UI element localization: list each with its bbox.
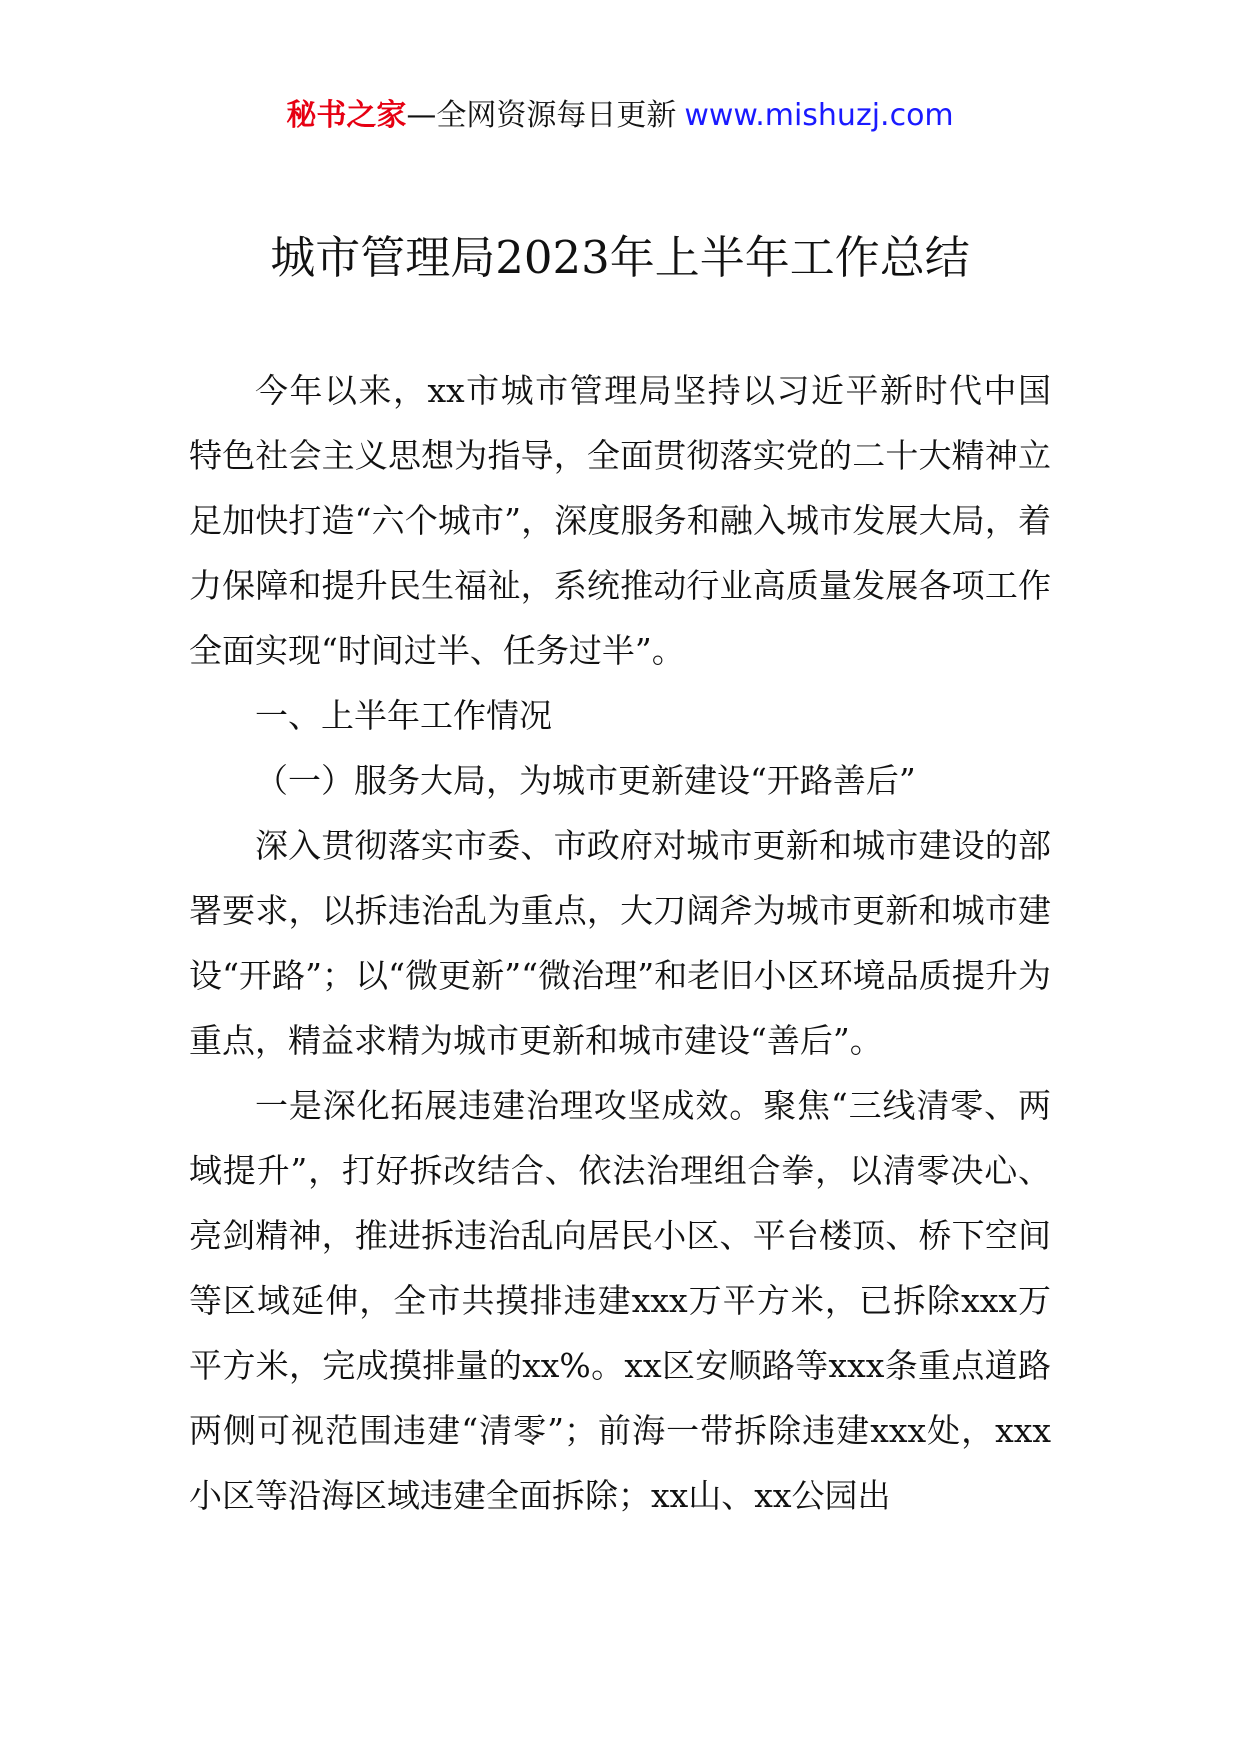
subsection-heading: （一）服务大局，为城市更新建设“开路善后” [255, 761, 916, 800]
brand-name: 秘书之家 [286, 98, 407, 133]
body-paragraph: 深入贯彻落实市委、市政府对城市更新和城市建设的部署要求，以拆违治乱为重点，大刀阔斧为城市更新和城市建设“开路”；以“微更新”“微治理”和老旧小区环境品质提升为重点，精益求精为城市更新和城市建设“善后”。 [189, 826, 1051, 1060]
body-paragraph: 一是深化拓展违建治理攻坚成效。聚焦“三线清零、两域提升”，打好拆改结合、依法治理组合拳，以清零决心、亮剑精神，推进拆违治乱向居民小区、平台楼顶、桥下空间等区域延伸，全市共摸排违建xxx万平方米，已拆除xxx万平方米，完成摸排量的xx%。xx区安顺路等xxx条重点道路两侧可视范围违建“清零”；前海一带拆除违建xxx处，xxx小区等沿海区域违建全面拆除；xx山、xx公园出 [189, 1086, 1051, 1515]
site-url-link[interactable]: www.mishuzj.com [684, 98, 954, 133]
header-tagline: —全网资源每日更新 [406, 98, 677, 133]
section-heading: 一、上半年工作情况 [255, 696, 552, 735]
intro-paragraph: 今年以来，xx市城市管理局坚持以习近平新时代中国特色社会主义思想为指导，全面贯彻落实党的二十大精神立足加快打造“六个城市”，深度服务和融入城市发展大局，着力保障和提升民生福祉，系统推动行业高质量发展各项工作全面实现“时间过半、任务过半”。 [189, 371, 1051, 670]
document-body [189, 358, 1051, 1528]
site-header [0, 96, 1240, 136]
document-title: 城市管理局2023年上半年工作总结 [270, 231, 970, 284]
